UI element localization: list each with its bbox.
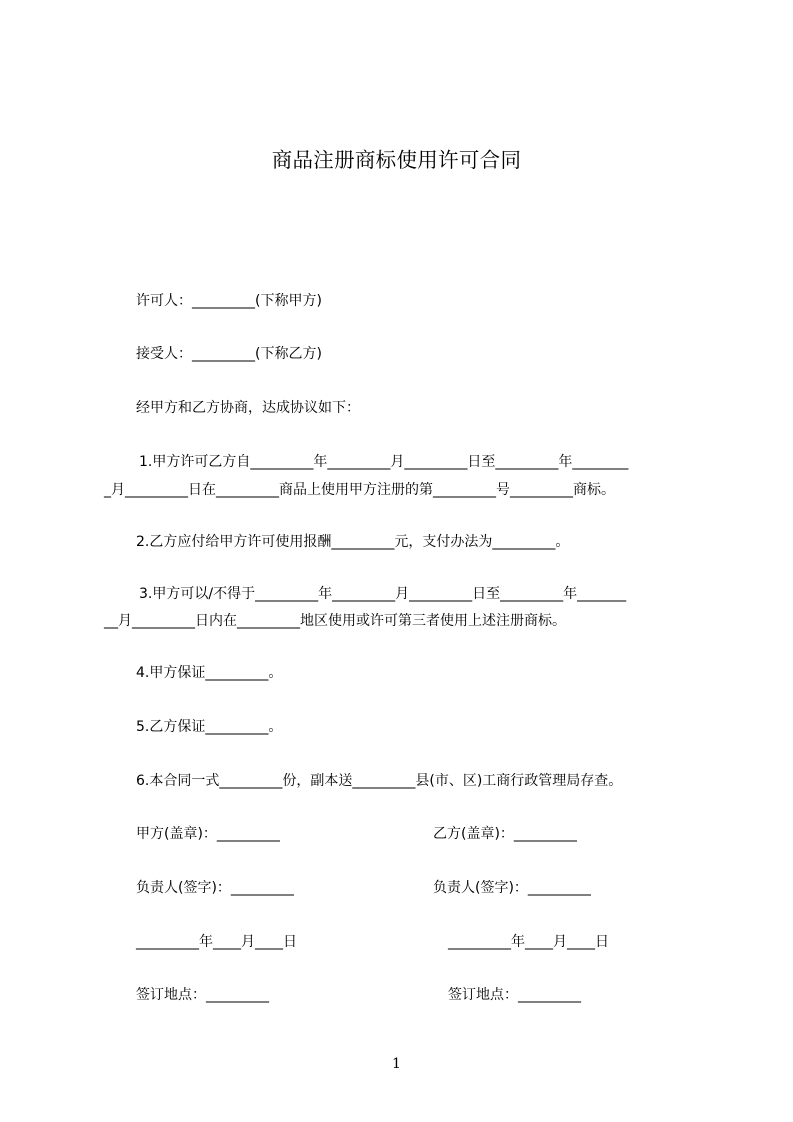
clause-1-line-1: 1.甲方许可乙方自_________年_________月_________日至_________年________ [139,454,629,470]
party-b-seal: 乙方(盖章)：_________ [433,826,577,842]
signing-place-b: 签订地点：_________ [448,987,581,1003]
clause-6: 6.本合同一式_________份，副本送_________县(市、区)工商行政管理局存查。 [136,773,623,789]
clause-1-line-2: _月_________日在_________商品上使用甲方注册的第_________号_________商标。 [104,482,615,498]
party-a-seal: 甲方(盖章)：_________ [136,826,280,842]
signing-place-a: 签订地点：_________ [136,987,269,1003]
responsible-b-signature: 负责人(签字)：_________ [433,880,591,896]
clause-3-line-2: __月_________日内在_________地区使用或许可第三者使用上述注册商标。 [104,613,566,629]
clause-2: 2.乙方应付给甲方许可使用报酬_________元，支付办法为_________。 [136,534,570,550]
clause-5: 5.乙方保证_________。 [136,719,283,735]
clause-3-line-1: 3.甲方可以/不得于_________年_________月_________日至_________年_______ [139,586,627,602]
date-a: _________年____月____日 [136,934,297,950]
intro-line: 经甲方和乙方协商，达成协议如下： [136,400,360,416]
licensor-line: 许可人：_________(下称甲方) [136,293,322,309]
page-number: 1 [392,1056,401,1072]
document-title: 商品注册商标使用许可合同 [271,148,522,172]
licensee-line: 接受人：_________(下称乙方) [136,346,322,362]
date-b: _________年____月____日 [448,934,609,950]
clause-4: 4.甲方保证_________。 [136,665,283,681]
responsible-a-signature: 负责人(签字)：_________ [136,880,294,896]
